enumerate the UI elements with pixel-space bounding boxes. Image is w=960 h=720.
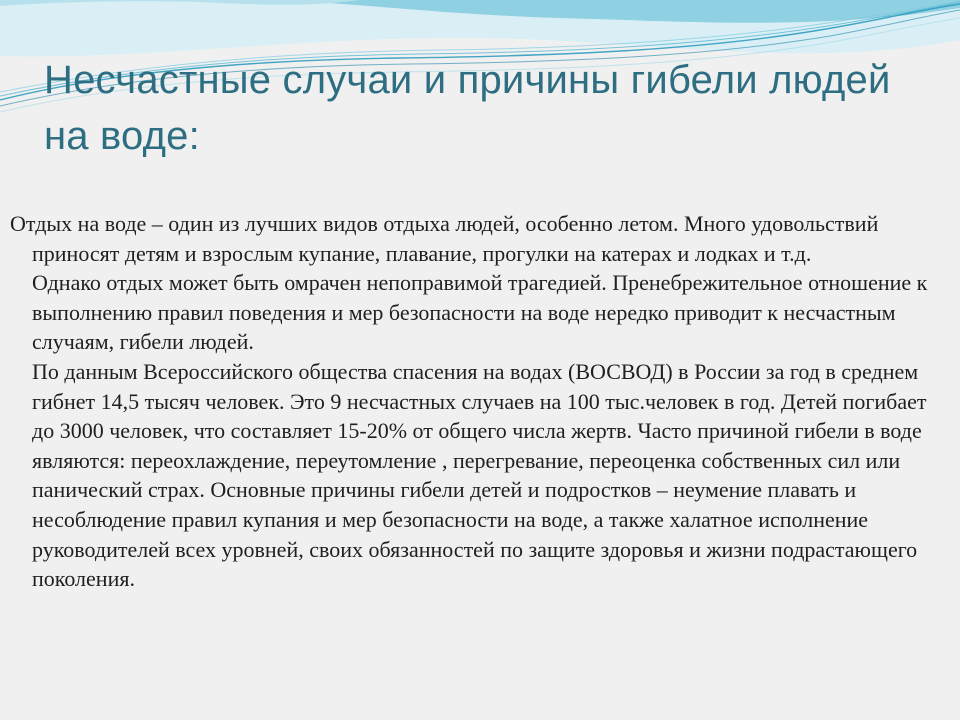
paragraph-statistics: По данным Всероссийского общества спасения на водах (ВОСВОД) в России за год в среднем гибнет 14,5 тысяч человек. Это 9 несчастных случаев на 100 тыс.человек в год. Детей погибает до 3000 человек, что составляет 15-20% от общего числа жертв. Часто причиной гибели в воде являются: переохлаждение, переутомление , перегревание, переоценка собственных сил или панический страх. Основные причины гибели детей и подростков – неумение плавать и несоблюдение правил купания и мер безопасности на воде, а также халатное исполнение руководителей всех уровней, своих обязанностей по защите здоровья и жизни подрастающего поколения. <box>32 358 927 592</box>
slide-body <box>10 209 950 594</box>
paragraph-tragedy: Однако отдых может быть омрачен непоправимой трагедией. Пренебрежительное отношение к выполнению правил поведения и мер безопасности на воде нередко приводит к несчастным случаям, гибели людей. <box>32 270 928 355</box>
paragraph-intro: Отдых на воде – один из лучших видов отдыха людей, особенно летом. Много удовольствий приносят детям и взрослым купание, плавание, прогулки на катерах и лодках и т.д. <box>10 211 879 266</box>
slide-title: Несчастные случаи и причины гибели людей на воде: <box>44 58 891 158</box>
